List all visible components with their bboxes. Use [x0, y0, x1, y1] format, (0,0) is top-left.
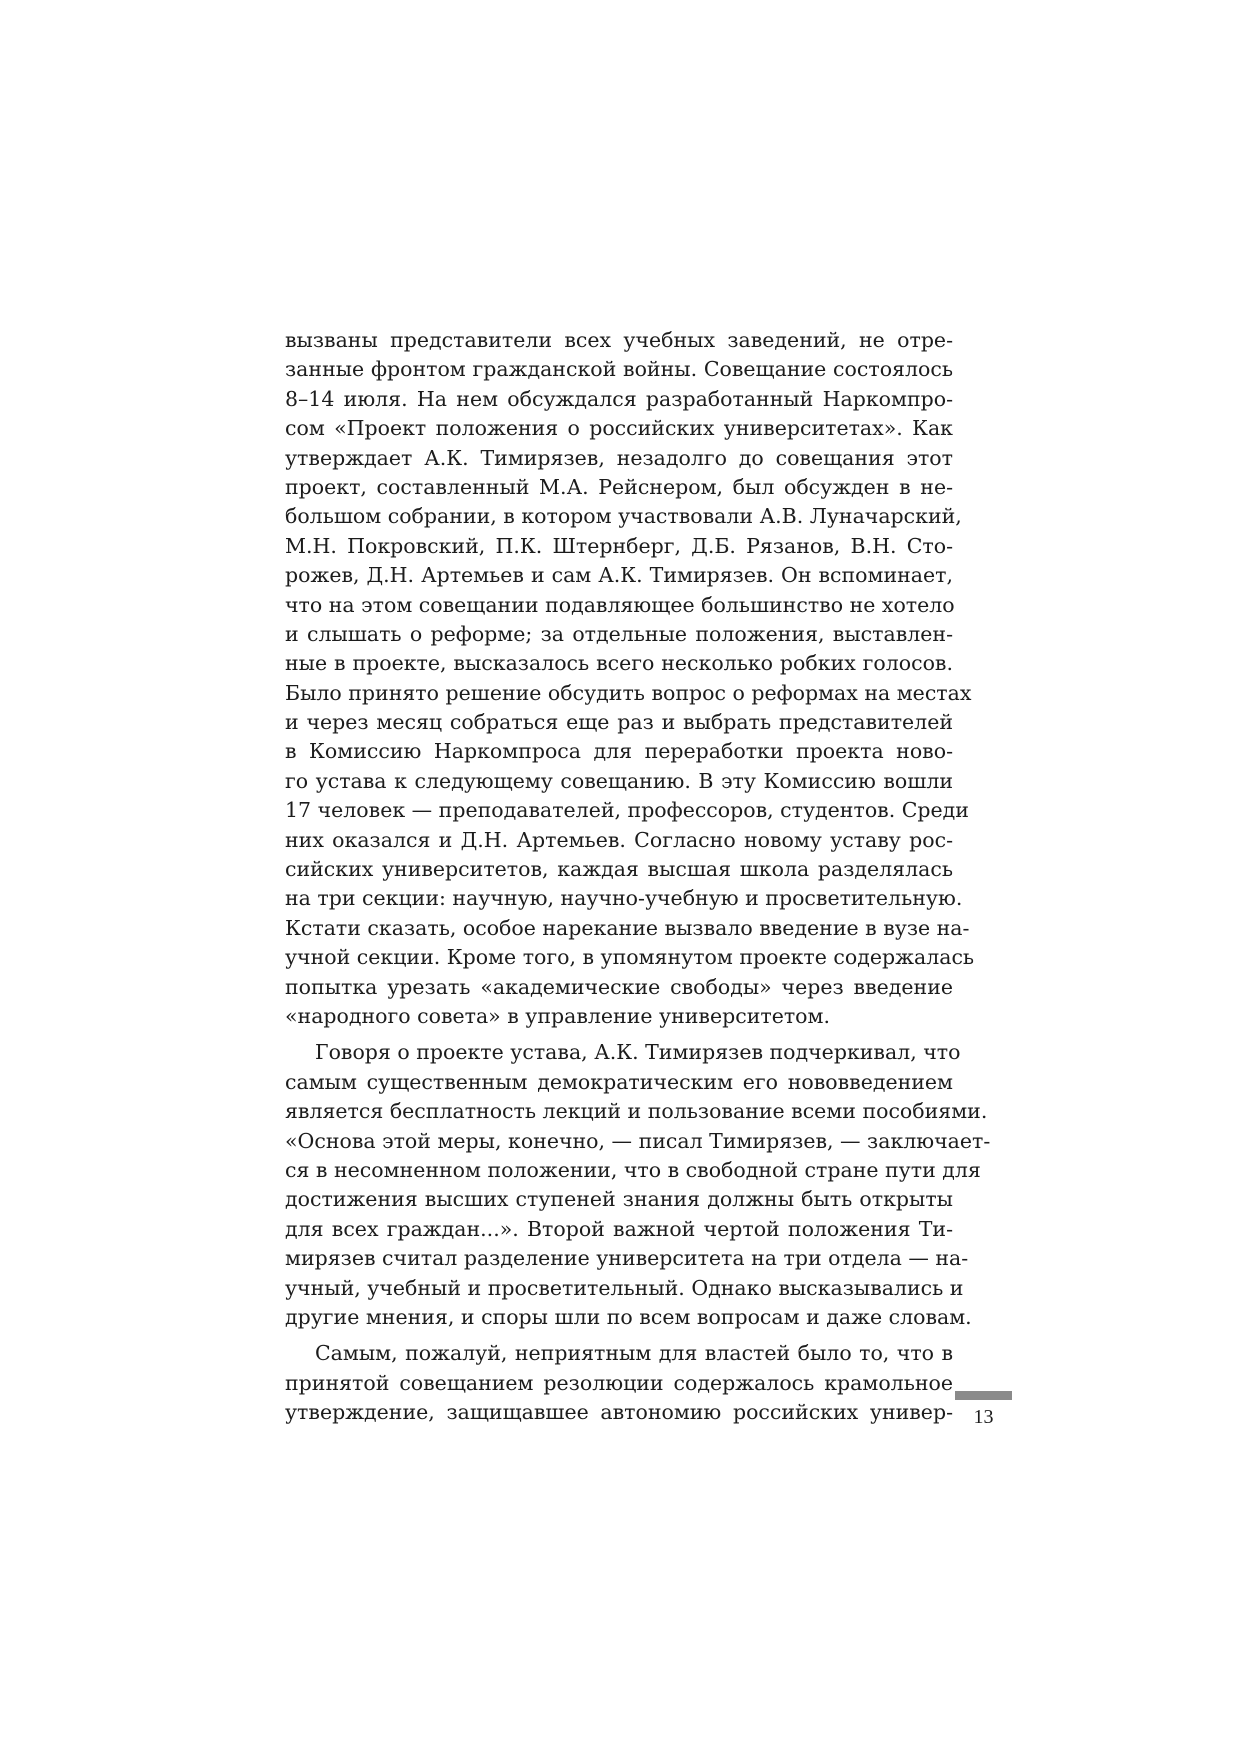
text-line: Говоря о проекте устава, А.К. Тимирязев подчеркивал, что	[315, 1040, 961, 1065]
page-number: 13	[973, 1406, 994, 1428]
text-line: в Комиссию Наркомпроса для переработки проекта ново-	[285, 739, 953, 764]
text-line: них оказался и Д.Н. Артемьев. Согласно новому уставу рос-	[285, 827, 953, 852]
text-line: на три секции: научную, научно-учебную и просветительную.	[285, 886, 963, 911]
text-line: сом «Проект положения о российских университетах». Как	[285, 416, 953, 441]
text-line: для всех граждан...». Второй важной чертой положения Ти-	[285, 1216, 953, 1241]
text-line: «Основа этой меры, конечно, — писал Тимирязев, — заключает-	[285, 1128, 991, 1153]
text-line: го устава к следующему совещанию. В эту Комиссию вошли	[285, 768, 953, 793]
text-line: является бесплатность лекций и пользование всеми пособиями.	[285, 1099, 988, 1124]
text-line: что на этом совещании подавляющее большинство не хотело	[285, 592, 955, 617]
text-line: М.Н. Покровский, П.К. Штернберг, Д.Б. Рязанов, В.Н. Сто-	[285, 533, 953, 558]
text-line: ные в проекте, высказалось всего несколько робких голосов.	[285, 651, 953, 676]
text-line: Кстати сказать, особое нарекание вызвало введение в вузе на-	[285, 915, 970, 940]
text-line: другие мнения, и споры шли по всем вопросам и даже словам.	[285, 1304, 972, 1329]
text-line: учной секции. Кроме того, в упомянутом проекте содержалась	[285, 945, 975, 970]
text-line: и через месяц собраться еще раз и выбрать представителей	[285, 710, 953, 735]
page-number-bar	[955, 1391, 1012, 1400]
paragraph	[285, 1038, 991, 1332]
text-line: и слышать о реформе; за отдельные положения, выставлен-	[285, 621, 953, 646]
text-line: «народного совета» в управление университетом.	[285, 1003, 830, 1028]
text-line: утверждение, защищавшее автономию российских универ-	[285, 1400, 953, 1425]
text-line: ся в несомненном положении, что в свободной стране пути для	[285, 1157, 981, 1182]
text-line: утверждает А.К. Тимирязев, незадолго до совещания этот	[285, 445, 953, 470]
text-line: учный, учебный и просветительный. Однако высказывались и	[285, 1275, 964, 1300]
text-line: 17 человек — преподавателей, профессоров, студентов. Среди	[285, 798, 969, 823]
text-line: рожев, Д.Н. Артемьев и сам А.К. Тимирязев. Он вспоминает,	[285, 563, 953, 588]
text-line: проект, составленный М.А. Рейснером, был обсужден в не-	[285, 474, 953, 499]
paragraph	[285, 1339, 953, 1427]
text-line: Самым, пожалуй, неприятным для властей было то, что в	[315, 1341, 953, 1366]
text-line: достижения высших ступеней знания должны быть открыты	[285, 1187, 953, 1212]
text-line: мирязев считал разделение университета на три отдела — на-	[285, 1246, 969, 1271]
text-line: занные фронтом гражданской войны. Совещание состоялось	[285, 357, 953, 382]
paragraph	[285, 326, 975, 1031]
text-line: вызваны представители всех учебных заведений, не отре-	[285, 328, 953, 352]
text-line: сийских университетов, каждая высшая школа разделялась	[285, 857, 953, 882]
text-line: 8–14 июля. На нем обсуждался разработанный Наркомпро-	[285, 386, 953, 411]
text-line: принятой совещанием резолюции содержалось крамольное	[285, 1370, 953, 1395]
text-line: попытка урезать «академические свободы» через введение	[285, 974, 953, 999]
text-line: самым существенным демократическим его нововведением	[285, 1069, 953, 1094]
text-line: большом собрании, в котором участвовали А.В. Луначарский,	[285, 504, 962, 529]
text-line: Было принято решение обсудить вопрос о реформах на местах	[285, 680, 972, 705]
